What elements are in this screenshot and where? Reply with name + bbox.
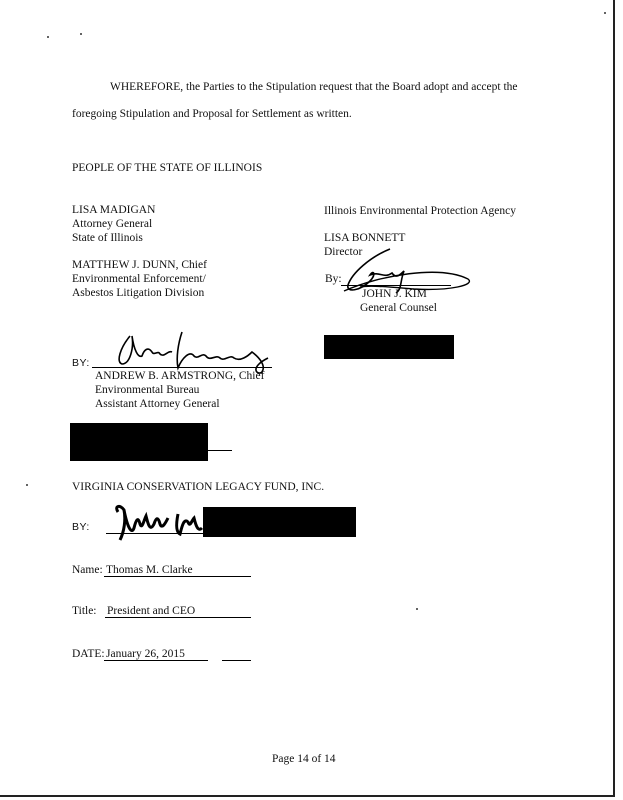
scan-speck xyxy=(416,608,418,610)
title-value: President and CEO xyxy=(107,605,196,617)
date-label: DATE: xyxy=(72,648,105,660)
armstrong-name: ANDREW B. ARMSTRONG, Chief xyxy=(95,370,265,382)
redaction-block xyxy=(203,507,356,537)
page-number: Page 14 of 14 xyxy=(272,753,336,765)
date-extra-line xyxy=(222,660,251,661)
kim-title: General Counsel xyxy=(360,302,437,314)
intro-line-1: WHEREFORE, the Parties to the Stipulation request that the Board adopt and accept the xyxy=(110,81,518,93)
intro-line-2: foregoing Stipulation and Proposal for Settlement as written. xyxy=(72,108,352,120)
scan-speck xyxy=(604,12,606,14)
title-line xyxy=(105,617,251,618)
armstrong-title-1: Environmental Bureau xyxy=(95,384,200,396)
scan-speck xyxy=(26,484,28,486)
date-line xyxy=(206,450,232,451)
dunn-dept-1: Environmental Enforcement/ xyxy=(72,273,206,285)
dunn-dept-2: Asbestos Litigation Division xyxy=(72,287,205,299)
madigan-title: Attorney General xyxy=(72,218,153,230)
redaction-block xyxy=(70,423,208,461)
dunn-name: MATTHEW J. DUNN, Chief xyxy=(72,259,207,271)
bonnett-name: LISA BONNETT xyxy=(324,232,406,244)
vclf-heading: VIRGINIA CONSERVATION LEGACY FUND, INC. xyxy=(72,481,325,493)
scan-speck xyxy=(80,33,82,35)
title-label: Title: xyxy=(72,605,97,617)
madigan-name: LISA MADIGAN xyxy=(72,204,156,216)
name-value: Thomas M. Clarke xyxy=(106,564,193,576)
people-heading: PEOPLE OF THE STATE OF ILLINOIS xyxy=(72,162,263,174)
bonnett-role: Director xyxy=(324,246,363,258)
date-value: January 26, 2015 xyxy=(106,648,185,660)
armstrong-title-2: Assistant Attorney General xyxy=(95,398,220,410)
name-line xyxy=(104,576,251,577)
date-value-line xyxy=(104,660,208,661)
armstrong-by-label: BY: xyxy=(72,357,90,369)
name-label: Name: xyxy=(72,564,103,576)
madigan-state: State of Illinois xyxy=(72,232,143,244)
redaction-block xyxy=(324,335,454,359)
scan-speck xyxy=(47,36,49,38)
kim-by-label: By: xyxy=(325,273,342,285)
iepa-agency: Illinois Environmental Protection Agency xyxy=(324,205,516,217)
vclf-by-label: BY: xyxy=(72,521,90,533)
kim-name: JOHN J. KIM xyxy=(362,288,427,300)
